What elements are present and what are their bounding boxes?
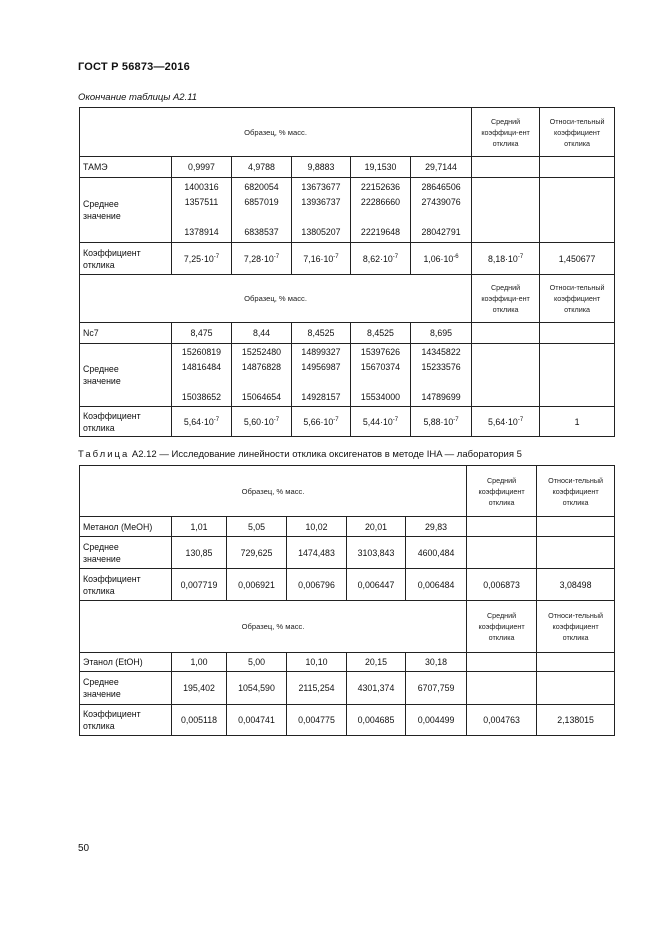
- raw-values-row: [80, 178, 615, 243]
- avg-coef-cell: 0,006873: [467, 569, 537, 601]
- coef-cell: 0,005118: [172, 705, 227, 736]
- mean-cell: 1474,483: [287, 537, 347, 569]
- rel-coef-cell: 3,08498: [537, 569, 615, 601]
- coef-cell: 0,004685: [347, 705, 406, 736]
- table-header-row: [80, 466, 615, 517]
- raw-values-cell: 15260819 14816484 15038652: [172, 344, 232, 407]
- rel-coef-header: Относи-тельный коэффициент отклика: [537, 601, 615, 653]
- mean-cell: 130,85: [172, 537, 227, 569]
- mean-label: Среднее значение: [80, 344, 172, 407]
- coef-row: [80, 705, 615, 736]
- raw-values-cell: 13673677 13936737 13805207: [292, 178, 351, 243]
- sample-header: Образец, % масс.: [80, 601, 467, 653]
- sample-cell: 19,1530: [351, 157, 411, 178]
- coef-label: Коэффициент отклика: [80, 705, 172, 736]
- rel-coef-header: Относи-тельный коэффициент отклика: [540, 108, 615, 157]
- rel-coef-cell: 2,138015: [537, 705, 615, 736]
- page-number: 50: [78, 843, 90, 854]
- compound-name: Nc7: [80, 323, 172, 344]
- avg-coef-cell: $8,18\cdot 10^{-7}$: [472, 243, 540, 275]
- sample-header: Образец, % масс.: [80, 108, 472, 157]
- coef-cell: $5,44\cdot 10^{-7}$: [351, 407, 411, 437]
- avg-coef-cell: $5,64\cdot 10^{-7}$: [472, 407, 540, 437]
- coef-cell: $7,16\cdot 10^{-7}$: [292, 243, 351, 275]
- sample-cell: 9,8883: [292, 157, 351, 178]
- coef-cell: 0,007719: [172, 569, 227, 601]
- sample-row: [80, 323, 615, 344]
- mean-cell: 3103,843: [347, 537, 406, 569]
- coef-cell: 0,006796: [287, 569, 347, 601]
- coef-cell: $7,25\cdot 10^{-7}$: [172, 243, 232, 275]
- coef-cell: $5,64\cdot 10^{-7}$: [172, 407, 232, 437]
- sample-row: [80, 157, 615, 178]
- mean-label: Среднее значение: [80, 178, 172, 243]
- coef-cell: $7,28\cdot 10^{-7}$: [232, 243, 292, 275]
- sample-cell: 8,695: [411, 323, 472, 344]
- coef-cell: 0,004741: [227, 705, 287, 736]
- coef-cell: $5,66\cdot 10^{-7}$: [292, 407, 351, 437]
- mean-cell: 4600,484: [406, 537, 467, 569]
- avg-coef-header: Средний коэффициент отклика: [467, 466, 537, 517]
- avg-coef-header: Средний коэффициент отклика: [467, 601, 537, 653]
- raw-values-cell: 14899327 14956987 14928157: [292, 344, 351, 407]
- sample-cell: 0,9997: [172, 157, 232, 178]
- rel-coef-header: Относи-тельный коэффициент отклика: [537, 466, 615, 517]
- avg-coef-header: Средний коэффици-ент отклика: [472, 275, 540, 323]
- avg-coef-cell: 0,004763: [467, 705, 537, 736]
- table-a2-11: [79, 107, 615, 437]
- coef-cell: 0,004775: [287, 705, 347, 736]
- sample-header: Образец, % масс.: [80, 466, 467, 517]
- raw-values-cell: 22152636 22286660 22219648: [351, 178, 411, 243]
- sample-cell: 30,18: [406, 653, 467, 672]
- coef-cell: $5,60\cdot 10^{-7}$: [232, 407, 292, 437]
- sample-cell: 29,83: [406, 517, 467, 537]
- mean-cell: 4301,374: [347, 672, 406, 705]
- sample-row: [80, 653, 615, 672]
- mean-cell: 1054,590: [227, 672, 287, 705]
- sample-header: Образец, % масс.: [80, 275, 472, 323]
- raw-values-cell: 14345822 15233576 14789699: [411, 344, 472, 407]
- raw-values-cell: 15252480 14876828 15064654: [232, 344, 292, 407]
- avg-coef-header: Средний коэффици-ент отклика: [472, 108, 540, 157]
- sample-cell: 5,05: [227, 517, 287, 537]
- coef-label: Коэффициент отклика: [80, 569, 172, 601]
- coef-cell: $5,88\cdot 10^{-7}$: [411, 407, 472, 437]
- raw-values-cell: 1400316 1357511 1378914: [172, 178, 232, 243]
- table-header-row: [80, 601, 615, 653]
- rel-coef-cell: 1: [540, 407, 615, 437]
- sample-cell: 8,4525: [292, 323, 351, 344]
- rel-coef-header: Относи-тельный коэффициент отклика: [540, 275, 615, 323]
- coef-row: [80, 407, 615, 437]
- coef-label: Коэффициент отклика: [80, 243, 172, 275]
- mean-cell: 6707,759: [406, 672, 467, 705]
- sample-cell: 10,10: [287, 653, 347, 672]
- raw-values-cell: 15397626 15670374 15534000: [351, 344, 411, 407]
- coef-row: [80, 569, 615, 601]
- compound-name: ТАМЭ: [80, 157, 172, 178]
- document-header: ГОСТ Р 56873—2016: [78, 61, 190, 73]
- sample-cell: 20,01: [347, 517, 406, 537]
- sample-cell: 1,01: [172, 517, 227, 537]
- coef-cell: $8,62\cdot 10^{-7}$: [351, 243, 411, 275]
- raw-values-cell: 6820054 6857019 6838537: [232, 178, 292, 243]
- sample-cell: 8,44: [232, 323, 292, 344]
- sample-cell: 10,02: [287, 517, 347, 537]
- compound-name: Этанол (EtOH): [80, 653, 172, 672]
- raw-values-cell: 28646506 27439076 28042791: [411, 178, 472, 243]
- sample-cell: 5,00: [227, 653, 287, 672]
- mean-cell: 729,625: [227, 537, 287, 569]
- sample-cell: 1,00: [172, 653, 227, 672]
- coef-cell: 0,006447: [347, 569, 406, 601]
- mean-label: Среднее значение: [80, 537, 172, 569]
- rel-coef-cell: 1,450677: [540, 243, 615, 275]
- table-header-row: [80, 275, 615, 323]
- sample-cell: 4,9788: [232, 157, 292, 178]
- mean-cell: 195,402: [172, 672, 227, 705]
- mean-row: [80, 537, 615, 569]
- mean-label: Среднее значение: [80, 672, 172, 705]
- sample-cell: 8,475: [172, 323, 232, 344]
- coef-label: Коэффициент отклика: [80, 407, 172, 437]
- coef-cell: 0,006921: [227, 569, 287, 601]
- sample-row: [80, 517, 615, 537]
- table-caption-continuation: Окончание таблицы А2.11: [78, 92, 198, 103]
- coef-cell: $1,06\cdot 10^{-6}$: [411, 243, 472, 275]
- table-caption-a2-12: Таблица А2.12 — Исследование линейности отклика оксигенатов в методе IHA — лаборатория 5: [78, 449, 522, 460]
- coef-row: [80, 243, 615, 275]
- raw-values-row: [80, 344, 615, 407]
- table-a2-12: [79, 465, 615, 736]
- sample-cell: 20,15: [347, 653, 406, 672]
- compound-name: Метанол (MeOH): [80, 517, 172, 537]
- table-header-row: [80, 108, 615, 157]
- sample-cell: 8,4525: [351, 323, 411, 344]
- sample-cell: 29,7144: [411, 157, 472, 178]
- coef-cell: 0,004499: [406, 705, 467, 736]
- coef-cell: 0,006484: [406, 569, 467, 601]
- mean-row: [80, 672, 615, 705]
- mean-cell: 2115,254: [287, 672, 347, 705]
